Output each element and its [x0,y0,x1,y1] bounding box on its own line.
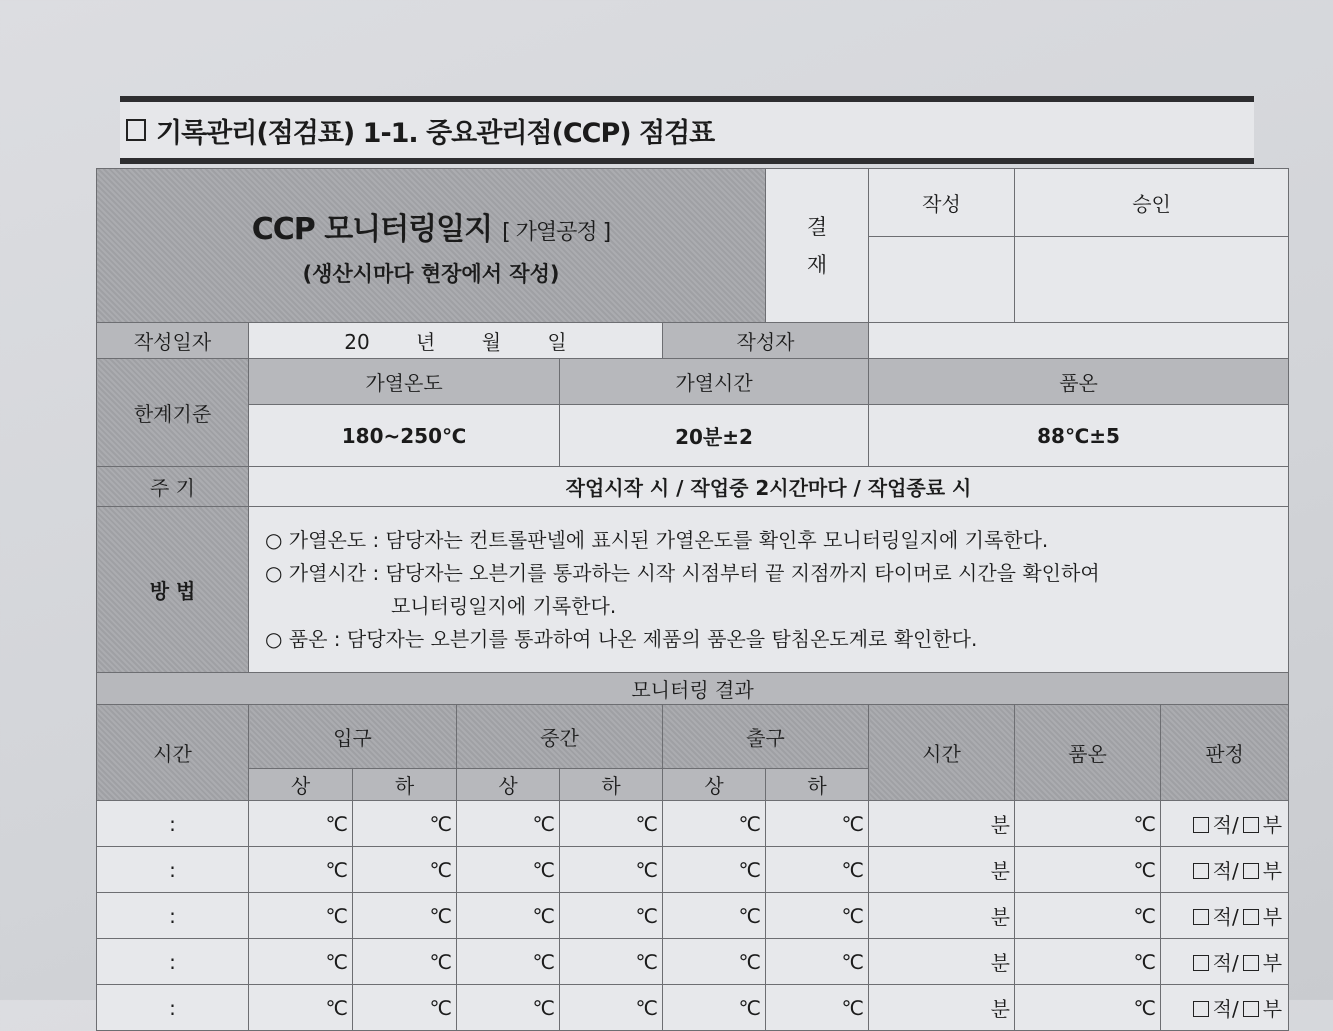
judgement-cell [1161,939,1289,985]
inlet-lower-temp-field[interactable]: ℃ [353,801,457,847]
approval-col-approver: 승인 [1015,169,1289,237]
method-line-3: 모니터링일지에 기록한다. [391,593,617,618]
fail-label: 부 [1262,997,1283,1021]
col-inlet-upper: 상 [249,769,353,801]
date-label: 작성일자 [97,323,249,359]
judgement-cell [1161,985,1289,1031]
inlet-upper-temp-field[interactable]: ℃ [249,847,353,893]
date-field[interactable] [249,323,663,359]
middle-lower-temp-field[interactable]: ℃ [560,939,663,985]
inlet-lower-temp-field[interactable]: ℃ [353,985,457,1031]
outlet-upper-temp-field[interactable]: ℃ [663,847,766,893]
row-time-field[interactable]: : [97,893,249,939]
duration-field[interactable]: 분 [869,939,1015,985]
inlet-upper-temp-field[interactable]: ℃ [249,801,353,847]
middle-lower-temp-field[interactable]: ℃ [560,847,663,893]
middle-upper-temp-field[interactable]: ℃ [457,893,560,939]
product-temp-field[interactable]: ℃ [1015,985,1161,1031]
col-outlet: 출구 [663,705,869,769]
pass-checkbox[interactable] [1193,817,1209,833]
fail-checkbox[interactable] [1243,955,1259,971]
product-temp-field[interactable]: ℃ [1015,801,1161,847]
col-judgement: 판정 [1161,705,1289,801]
method-line-2: ○ 가열시간 : 담당자는 오븐기를 통과하는 시작 시점부터 끝 지점까지 타이머로 시간을 확인하여 [265,560,1100,585]
outlet-lower-temp-field[interactable]: ℃ [766,985,869,1031]
fail-checkbox[interactable] [1243,863,1259,879]
product-temp-field[interactable]: ℃ [1015,893,1161,939]
form-process: [ 가열공정 ] [502,219,611,245]
pass-label: 적/ [1212,951,1239,975]
table-row [97,847,1289,893]
results-label: 모니터링 결과 [97,673,1289,705]
header-checkbox-icon [126,119,146,141]
table-row [97,801,1289,847]
fail-checkbox[interactable] [1243,817,1259,833]
fail-label: 부 [1262,951,1283,975]
pass-checkbox[interactable] [1193,909,1209,925]
outlet-lower-temp-field[interactable]: ℃ [766,847,869,893]
date-month-label: 월 [481,330,502,354]
document-header [120,96,1254,164]
outlet-upper-temp-field[interactable]: ℃ [663,893,766,939]
approval-label-top: 결 [806,214,828,239]
inlet-upper-temp-field[interactable]: ℃ [249,985,353,1031]
col-time: 시간 [97,705,249,801]
middle-lower-temp-field[interactable]: ℃ [560,985,663,1031]
middle-lower-temp-field[interactable]: ℃ [560,893,663,939]
inlet-lower-temp-field[interactable]: ℃ [353,893,457,939]
pass-checkbox[interactable] [1193,1001,1209,1017]
pass-label: 적/ [1212,813,1239,837]
fail-label: 부 [1262,813,1283,837]
table-row [97,985,1289,1031]
judgement-cell [1161,847,1289,893]
results-table-body [97,801,1289,1031]
method-line-4: ○ 품온 : 담당자는 오븐기를 통과하여 나온 제품의 품온을 탐침온도계로 확인한다. [265,626,978,651]
method-text [249,507,1289,673]
limit-value-heating-temp: 180~250℃ [249,405,560,467]
approval-label-bottom: 재 [806,252,828,277]
duration-field[interactable]: 분 [869,801,1015,847]
fail-checkbox[interactable] [1243,1001,1259,1017]
judgement-cell [1161,893,1289,939]
middle-upper-temp-field[interactable]: ℃ [457,847,560,893]
middle-upper-temp-field[interactable]: ℃ [457,801,560,847]
judgement-cell [1161,801,1289,847]
date-year-label: 년 [416,330,436,354]
inlet-lower-temp-field[interactable]: ℃ [353,847,457,893]
fail-label: 부 [1262,905,1283,929]
author-signature-field[interactable] [869,237,1015,323]
col-inlet: 입구 [249,705,457,769]
table-row [97,893,1289,939]
date-year-prefix: 20 [344,330,370,354]
row-time-field[interactable]: : [97,847,249,893]
pass-checkbox[interactable] [1193,863,1209,879]
approver-signature-field[interactable] [1015,237,1289,323]
outlet-upper-temp-field[interactable]: ℃ [663,801,766,847]
col-inlet-lower: 하 [353,769,457,801]
outlet-upper-temp-field[interactable]: ℃ [663,985,766,1031]
duration-field[interactable]: 분 [869,985,1015,1031]
ccp-monitoring-form [96,168,1289,1031]
row-time-field[interactable]: : [97,985,249,1031]
limit-name-heating-time: 가열시간 [560,359,869,405]
form-main-title: CCP 모니터링일지 [251,211,493,247]
document-title: 기록관리(점검표) 1-1. 중요관리점(CCP) 점검표 [156,117,715,149]
col-middle-upper: 상 [457,769,560,801]
outlet-lower-temp-field[interactable]: ℃ [766,801,869,847]
col-middle: 중간 [457,705,663,769]
fail-label: 부 [1262,859,1283,883]
middle-upper-temp-field[interactable]: ℃ [457,985,560,1031]
inlet-upper-temp-field[interactable]: ℃ [249,939,353,985]
pass-label: 적/ [1212,859,1239,883]
row-time-field[interactable]: : [97,939,249,985]
approval-label [766,169,869,323]
limit-value-product-temp: 88℃±5 [869,405,1289,467]
outlet-upper-temp-field[interactable]: ℃ [663,939,766,985]
cycle-label: 주 기 [97,467,249,507]
middle-lower-temp-field[interactable]: ℃ [560,801,663,847]
approval-col-author: 작성 [869,169,1015,237]
outlet-lower-temp-field[interactable]: ℃ [766,893,869,939]
method-label: 방 법 [97,507,249,673]
inlet-upper-temp-field[interactable]: ℃ [249,893,353,939]
form-title-cell [97,169,766,323]
middle-upper-temp-field[interactable]: ℃ [457,939,560,985]
col-middle-lower: 하 [560,769,663,801]
form-subtitle: (생산시마다 현장에서 작성) [302,261,560,286]
duration-field[interactable]: 분 [869,847,1015,893]
cycle-value: 작업시작 시 / 작업중 2시간마다 / 작업종료 시 [249,467,1289,507]
col-duration: 시간 [869,705,1015,801]
limit-name-product-temp: 품온 [869,359,1289,405]
col-product-temp: 품온 [1015,705,1161,801]
method-line-1: ○ 가열온도 : 담당자는 컨트롤판넬에 표시된 가열온도를 확인후 모니터링일지에 기록한다. [265,527,1049,552]
col-outlet-lower: 하 [766,769,869,801]
pass-checkbox[interactable] [1193,955,1209,971]
author-label: 작성자 [663,323,869,359]
limit-label: 한계기준 [97,359,249,467]
limit-value-heating-time: 20분±2 [560,405,869,467]
product-temp-field[interactable]: ℃ [1015,939,1161,985]
col-outlet-upper: 상 [663,769,766,801]
outlet-lower-temp-field[interactable]: ℃ [766,939,869,985]
product-temp-field[interactable]: ℃ [1015,847,1161,893]
row-time-field[interactable]: : [97,801,249,847]
author-field[interactable] [869,323,1289,359]
fail-checkbox[interactable] [1243,909,1259,925]
table-row [97,939,1289,985]
limit-name-heating-temp: 가열온도 [249,359,560,405]
duration-field[interactable]: 분 [869,893,1015,939]
inlet-lower-temp-field[interactable]: ℃ [353,939,457,985]
date-day-label: 일 [547,330,567,354]
pass-label: 적/ [1212,997,1239,1021]
pass-label: 적/ [1212,905,1239,929]
